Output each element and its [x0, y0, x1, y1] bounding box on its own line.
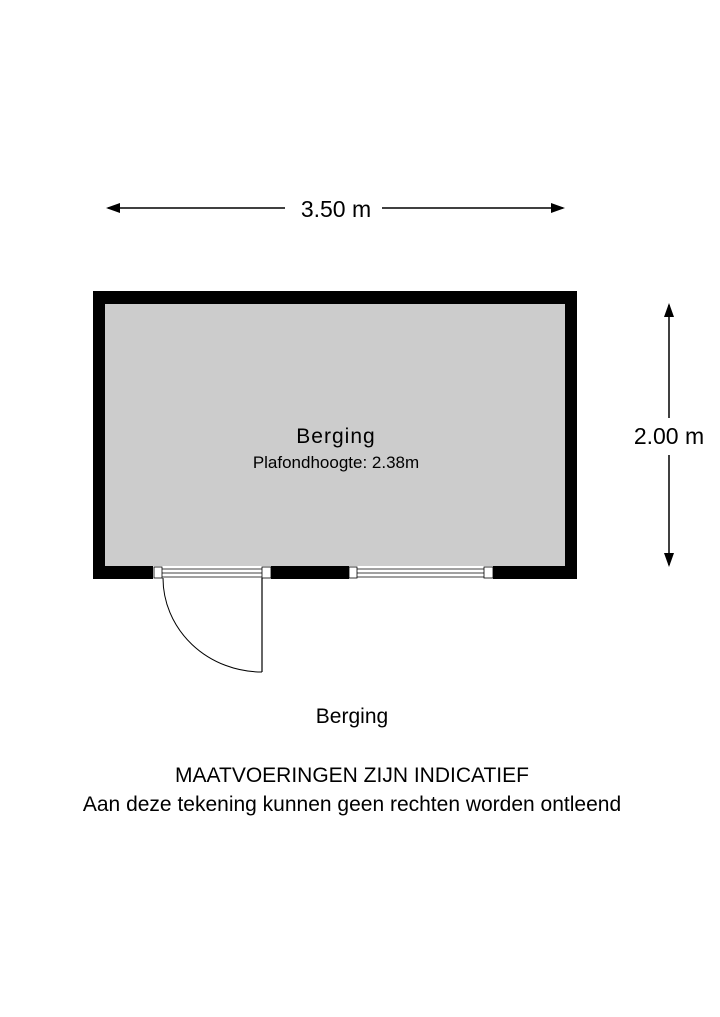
disclaimer-line-2: Aan deze tekening kunnen geen rechten worden ontleend — [82, 793, 622, 816]
height-label: 2.00 m — [633, 423, 705, 449]
room-name: Berging — [296, 425, 376, 448]
disclaimer-line-1: MAATVOERINGEN ZIJN INDICATIEF — [175, 764, 529, 787]
door-swing-arc — [163, 578, 262, 672]
floor-title: Berging — [315, 705, 389, 728]
height-dimension — [634, 303, 704, 567]
arrow-right-icon — [551, 203, 565, 213]
arrow-up-icon — [664, 303, 674, 317]
width-dimension — [106, 196, 565, 222]
arrow-down-icon — [664, 553, 674, 567]
room-ceiling-height: Plafondhoogte: 2.38m — [252, 453, 420, 472]
arrow-left-icon — [106, 203, 120, 213]
width-label: 3.50 m — [300, 196, 372, 222]
room-berging — [93, 291, 577, 672]
